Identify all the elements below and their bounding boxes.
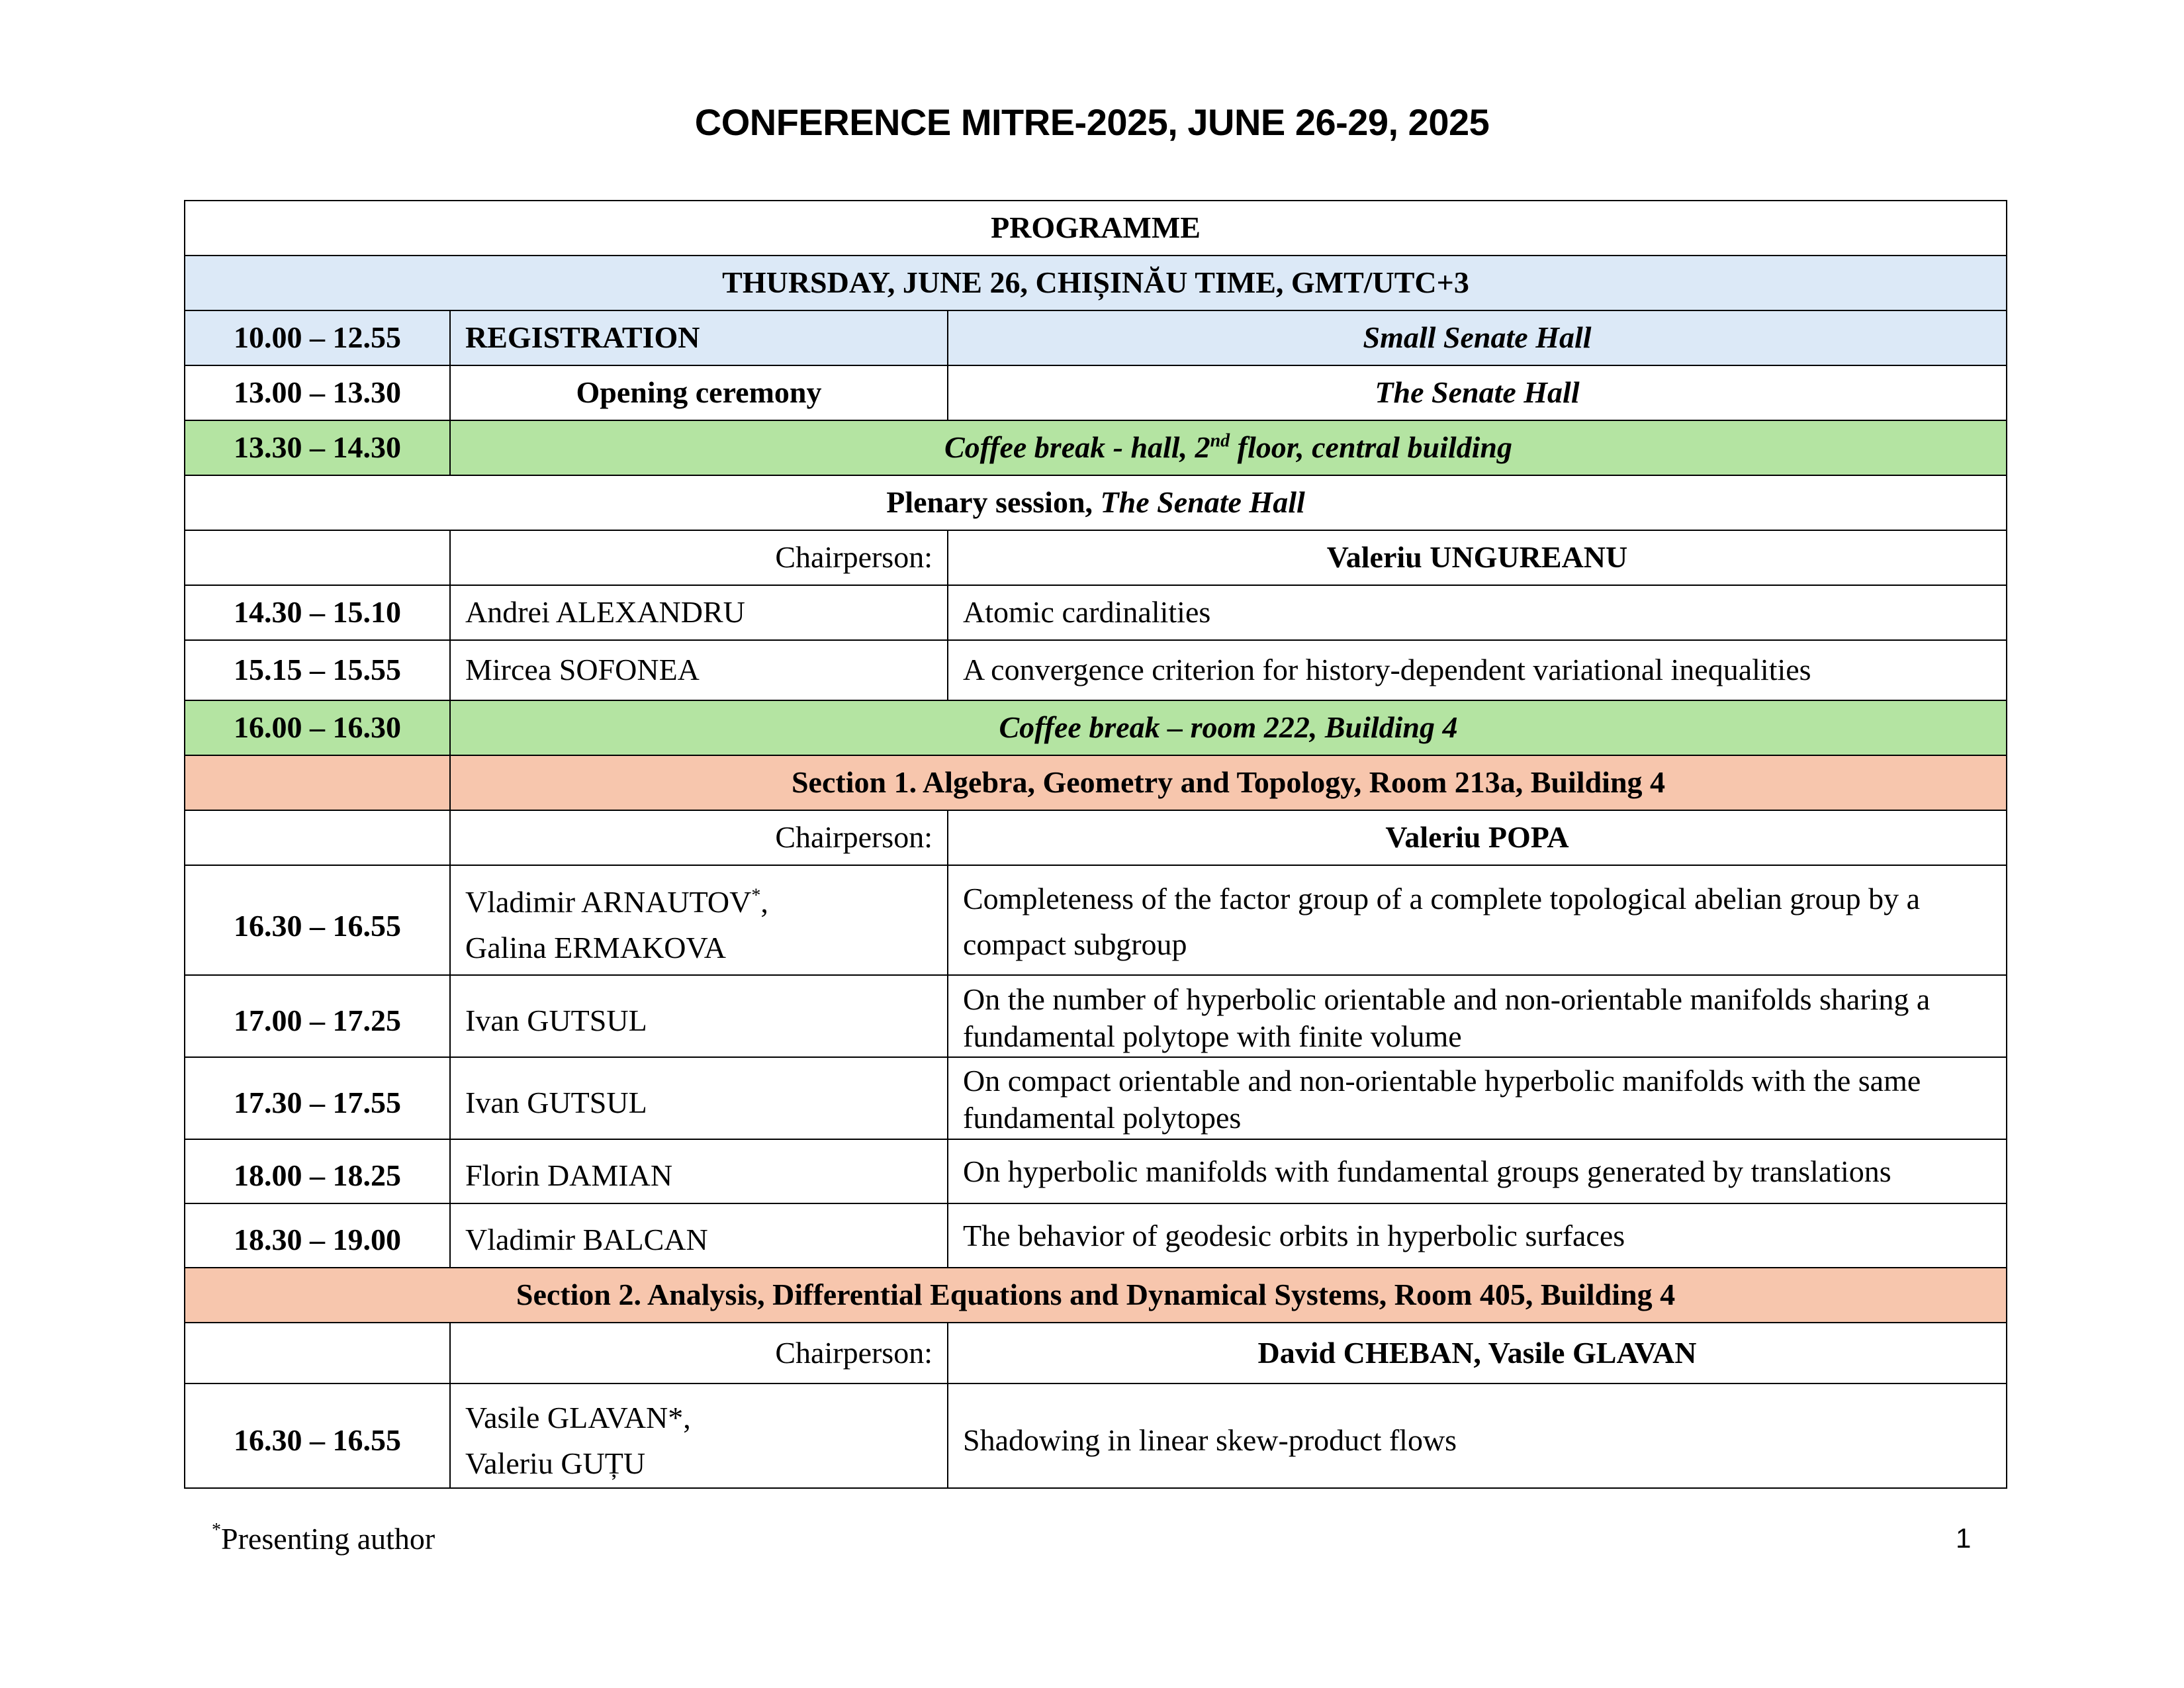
coffee-break-time: 13.30 – 14.30 <box>185 420 450 475</box>
empty-cell <box>185 530 450 585</box>
chairperson-label: Chairperson: <box>450 1323 948 1383</box>
chairperson-label: Chairperson: <box>450 810 948 865</box>
talk-author: Ivan GUTSUL <box>450 975 948 1057</box>
table-row <box>185 1057 2007 1139</box>
talk-author: Vladimir BALCAN <box>450 1203 948 1268</box>
talk-time: 14.30 – 15.10 <box>185 585 450 640</box>
table-row <box>185 1383 2007 1488</box>
day-header-row <box>185 256 2007 310</box>
talk-time: 17.00 – 17.25 <box>185 975 450 1057</box>
programme-table <box>184 200 2007 1489</box>
section-chair-row <box>185 810 2007 865</box>
table-row <box>185 975 2007 1057</box>
footnote-text: Presenting author <box>221 1522 435 1556</box>
talk-title: On compact orientable and non-orientable hyperbolic manifolds with the same fundamental polytopes <box>948 1057 2007 1139</box>
talk-time: 17.30 – 17.55 <box>185 1057 450 1139</box>
presenting-author-mark: * <box>751 885 761 906</box>
coffee-break-row <box>185 700 2007 755</box>
coffee-break-text <box>450 420 2007 475</box>
talk-author: Florin DAMIAN <box>450 1139 948 1203</box>
coffee-break-text-start: Coffee break - hall, 2 <box>944 430 1210 465</box>
talk-title: Shadowing in linear skew-product flows <box>948 1383 2007 1488</box>
section-chair-row <box>185 1323 2007 1383</box>
day-header: THURSDAY, JUNE 26, CHIȘINĂU TIME, GMT/UTC+3 <box>185 256 2007 310</box>
programme-label: PROGRAMME <box>185 201 2007 256</box>
talk-time: 16.30 – 16.55 <box>185 1383 450 1488</box>
empty-cell <box>185 810 450 865</box>
talk-author: Vasile GLAVAN*, <box>465 1401 691 1434</box>
section-header-row <box>185 755 2007 810</box>
chairperson-name: David CHEBAN, Vasile GLAVAN <box>948 1323 2007 1383</box>
talk-author: Vladimir ARNAUTOV <box>465 885 752 919</box>
ordinal-suffix: nd <box>1210 431 1230 452</box>
chairperson-name: Valeriu POPA <box>948 810 2007 865</box>
programme-header-row <box>185 201 2007 256</box>
talk-title: A convergence criterion for history-dependent variational inequalities <box>948 640 2007 700</box>
table-row <box>185 1139 2007 1203</box>
section-header: Section 2. Analysis, Differential Equations and Dynamical Systems, Room 405, Building 4 <box>185 1268 2007 1323</box>
table-row <box>185 640 2007 700</box>
table-row <box>185 585 2007 640</box>
opening-row <box>185 365 2007 420</box>
coffee-break-text-end: floor, central building <box>1230 430 1513 465</box>
talk-title: The behavior of geodesic orbits in hyperbolic surfaces <box>948 1203 2007 1268</box>
talk-author: Ivan GUTSUL <box>450 1057 948 1139</box>
footnote-mark: * <box>212 1520 221 1540</box>
talk-title: Completeness of the factor group of a complete topological abelian group by a compact subgroup <box>948 865 2007 975</box>
talk-title: Atomic cardinalities <box>948 585 2007 640</box>
section-header-row <box>185 1268 2007 1323</box>
plenary-session-title <box>185 475 2007 530</box>
footnote <box>212 1520 435 1556</box>
section-header: Section 1. Algebra, Geometry and Topology, Room 213a, Building 4 <box>450 755 2007 810</box>
talk-title: On the number of hyperbolic orientable and non-orientable manifolds sharing a fundamental polytope with finite volume <box>948 975 2007 1057</box>
empty-cell <box>185 755 450 810</box>
table-row <box>185 1203 2007 1268</box>
talk-author: Mircea SOFONEA <box>450 640 948 700</box>
talk-authors <box>450 865 948 975</box>
talk-time: 18.00 – 18.25 <box>185 1139 450 1203</box>
opening-label: Opening ceremony <box>450 365 948 420</box>
talk-time: 16.30 – 16.55 <box>185 865 450 975</box>
talk-author: Valeriu GUȚU <box>465 1446 646 1480</box>
talk-time: 15.15 – 15.55 <box>185 640 450 700</box>
chairperson-name: Valeriu UNGUREANU <box>948 530 2007 585</box>
coffee-break-row <box>185 420 2007 475</box>
plenary-chair-row <box>185 530 2007 585</box>
document-title: CONFERENCE MITRE-2025, JUNE 26-29, 2025 <box>694 101 1490 143</box>
registration-label: REGISTRATION <box>450 310 948 365</box>
table-row <box>185 865 2007 975</box>
registration-place: Small Senate Hall <box>948 310 2007 365</box>
talk-title: On hyperbolic manifolds with fundamental groups generated by translations <box>948 1139 2007 1203</box>
talk-time: 18.30 – 19.00 <box>185 1203 450 1268</box>
comma: , <box>760 885 768 919</box>
opening-time: 13.00 – 13.30 <box>185 365 450 420</box>
opening-place: The Senate Hall <box>948 365 2007 420</box>
empty-cell <box>185 1323 450 1383</box>
coffee-break-text: Coffee break – room 222, Building 4 <box>450 700 2007 755</box>
page-number: 1 <box>1956 1523 1972 1554</box>
plenary-session-row <box>185 475 2007 530</box>
registration-row <box>185 310 2007 365</box>
registration-time: 10.00 – 12.55 <box>185 310 450 365</box>
coffee-break-time: 16.00 – 16.30 <box>185 700 450 755</box>
talk-author: Andrei ALEXANDRU <box>450 585 948 640</box>
talk-author: Galina ERMAKOVA <box>465 931 726 964</box>
chairperson-label: Chairperson: <box>450 530 948 585</box>
plenary-session-label: Plenary session, <box>886 485 1101 520</box>
talk-authors <box>450 1383 948 1488</box>
plenary-session-place: The Senate Hall <box>1100 485 1305 520</box>
